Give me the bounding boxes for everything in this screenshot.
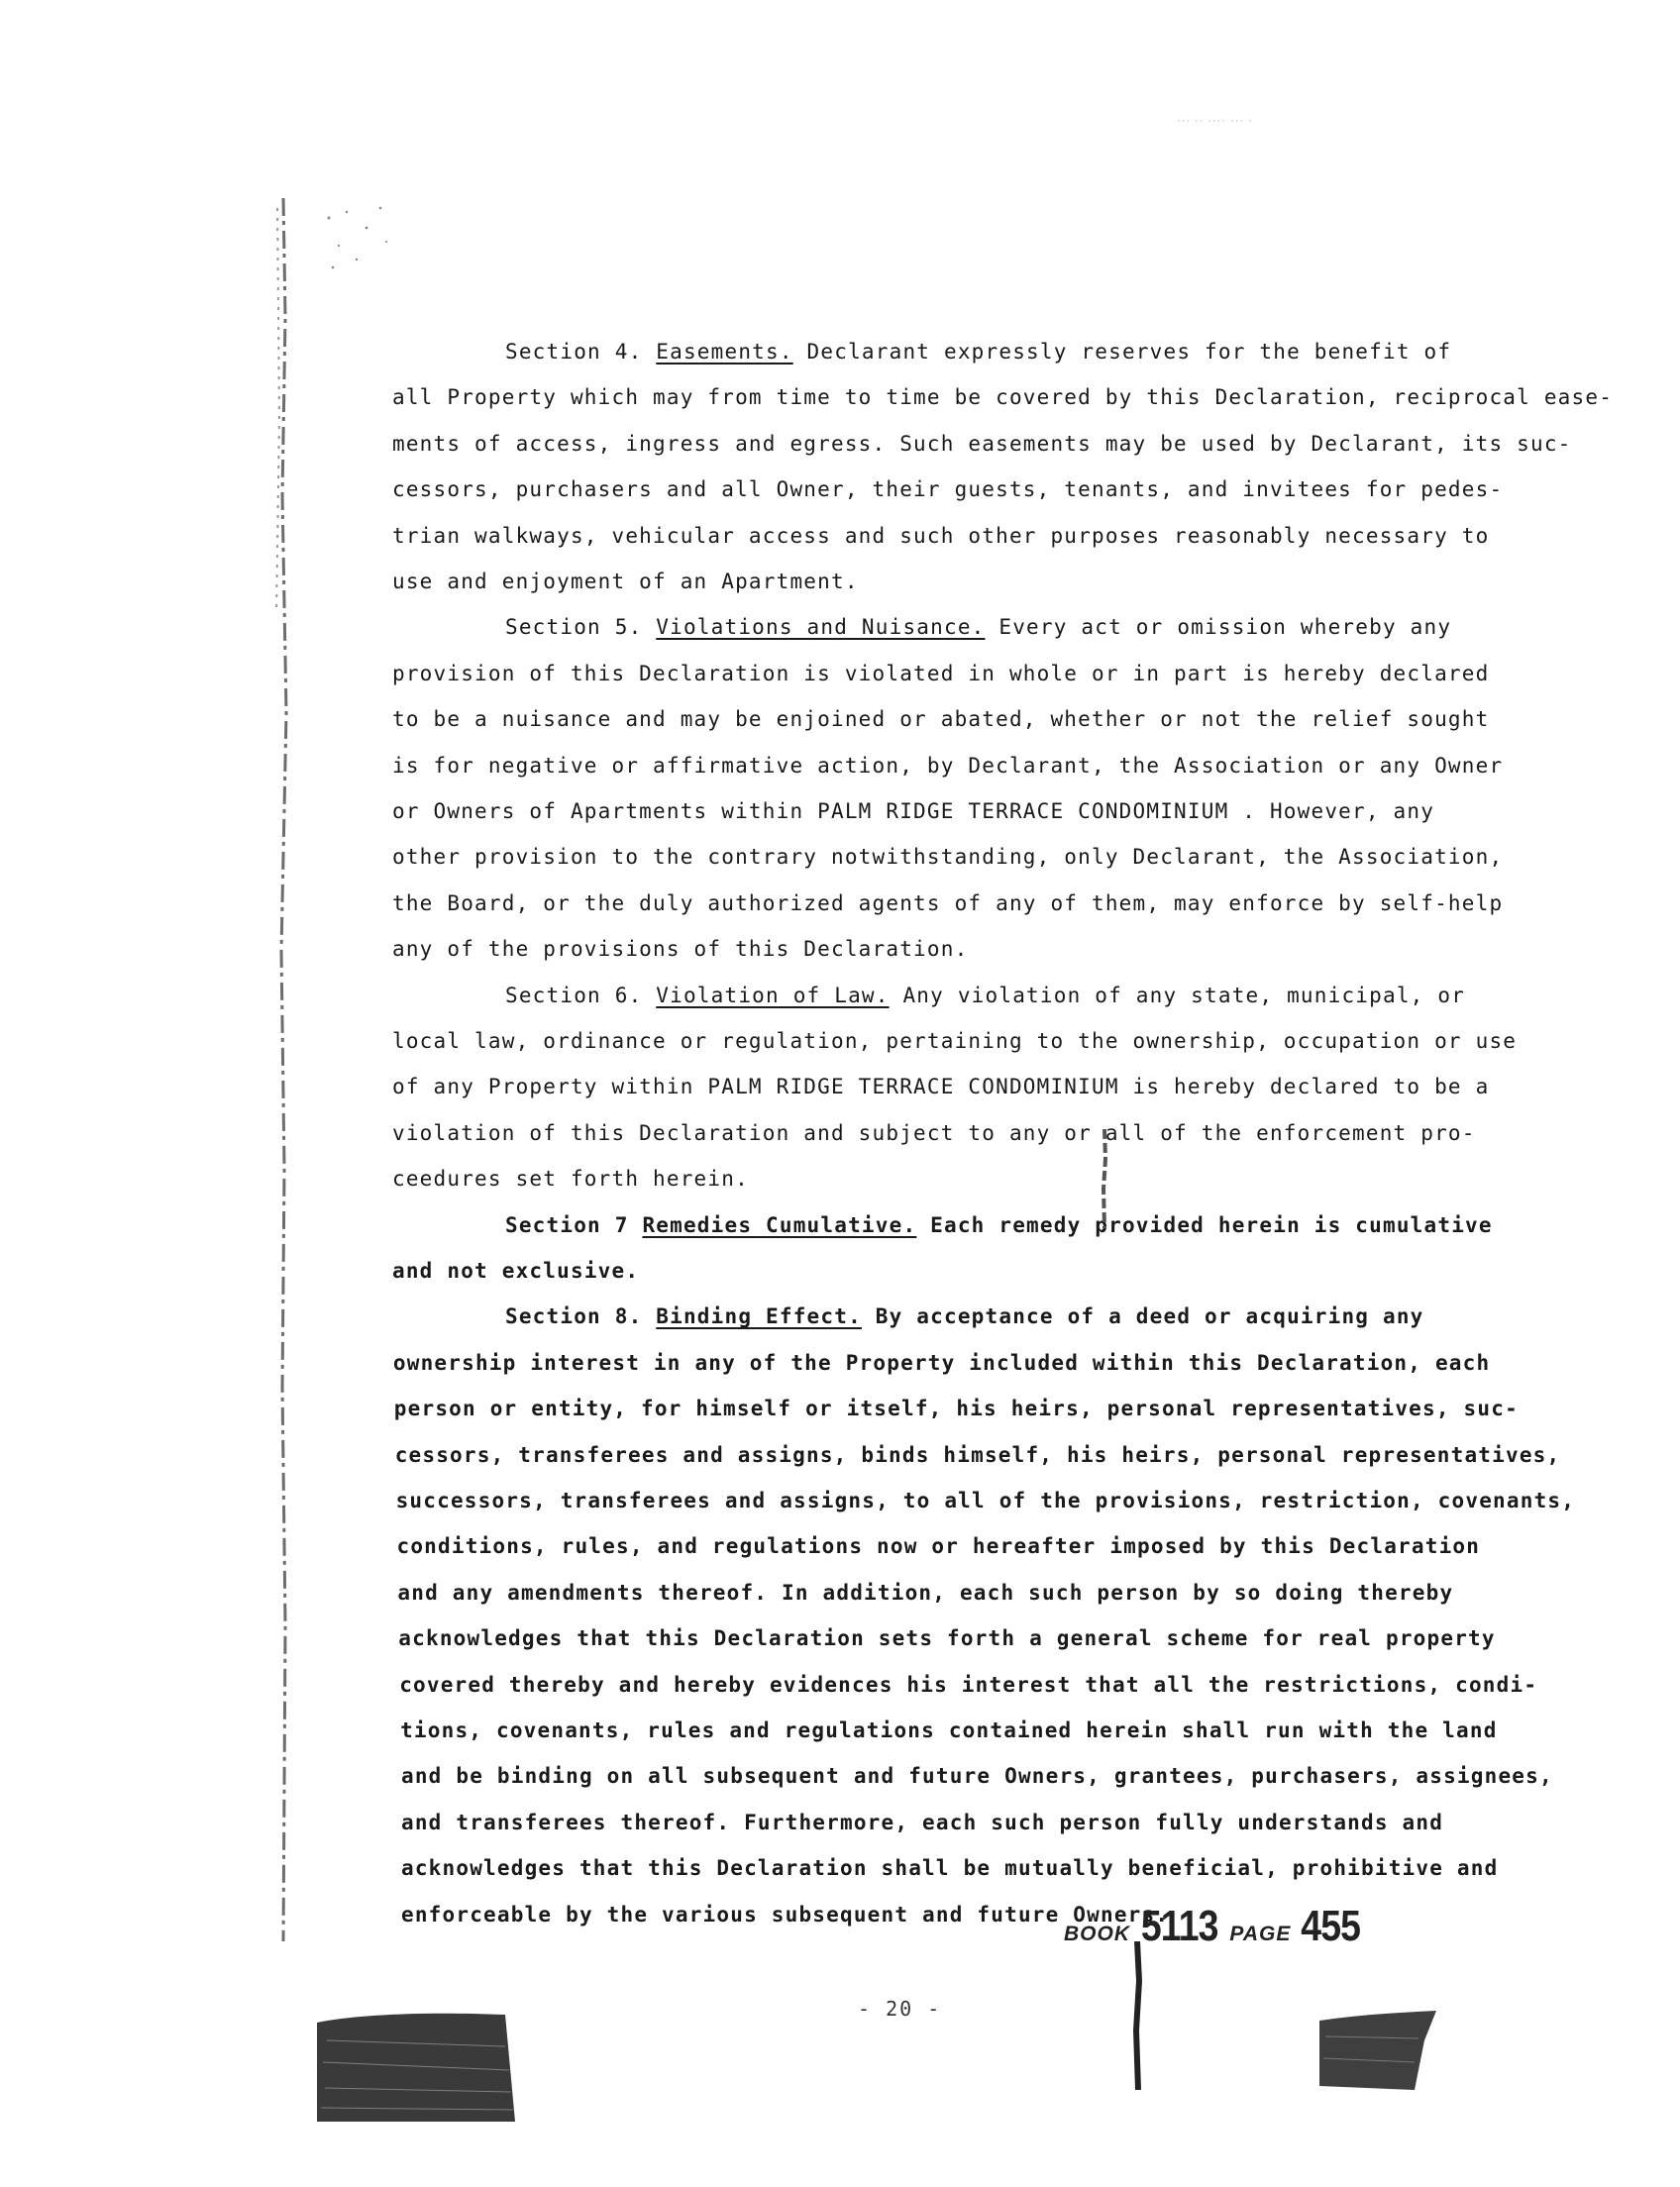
text-segment: and any amendments thereof. In addition, each such person by so doing thereby xyxy=(397,1580,1454,1605)
section-heading-line xyxy=(505,1212,1493,1238)
text-segment: person or entity, for himself or itself, his heirs, personal representatives, suc- xyxy=(393,1397,1519,1421)
section-title: Violation of Law. xyxy=(656,983,890,1007)
text-line xyxy=(401,1763,1553,1789)
text-line xyxy=(392,890,1503,916)
text-segment: ownership interest in any of the Property included within this Declaration, each xyxy=(392,1350,1491,1375)
text-segment: By acceptance of a deed or acquiring any xyxy=(861,1304,1424,1329)
text-segment: and not exclusive. xyxy=(392,1259,640,1283)
text-line xyxy=(398,1625,1495,1651)
section-title: Binding Effect. xyxy=(656,1304,862,1329)
text-segment: Section 4. xyxy=(505,340,657,364)
text-segment: acknowledges that this Declaration shall be mutually beneficial, prohibitive and xyxy=(401,1856,1499,1881)
text-segment: enforceable by the various subsequent and future Owners. xyxy=(401,1902,1170,1927)
page-number: - 20 - xyxy=(858,1997,942,2021)
text-line xyxy=(392,523,1489,549)
scan-edge-shadow xyxy=(269,198,299,1941)
section-heading-line xyxy=(505,339,1451,364)
text-segment: Section 5. xyxy=(505,615,657,640)
text-segment: Declarant expressly reserves for the benefit of xyxy=(792,340,1452,364)
text-line xyxy=(397,1533,1481,1559)
section-title: Easements. xyxy=(656,340,793,364)
text-segment: any of the provisions of this Declaration. xyxy=(392,937,969,962)
text-segment: ceedures set forth herein. xyxy=(392,1167,749,1192)
text-segment: violation of this Declaration and subject to any or all of the enforcement pro- xyxy=(392,1120,1476,1145)
text-segment: ments of access, ingress and egress. Such easements may be used by Declarant, its suc- xyxy=(392,431,1572,456)
section-title: Violations and Nuisance. xyxy=(656,615,986,640)
text-line xyxy=(392,1074,1489,1099)
text-segment: all Property which may from time to time be covered by this Declaration, reciprocal ease- xyxy=(392,385,1614,410)
section-heading-line xyxy=(505,1303,1424,1329)
header-smudge: ··· ·· ···· ··· · xyxy=(1177,115,1253,127)
ink-streak-middle xyxy=(1095,1129,1114,1228)
text-segment: trian walkways, vehicular access and such other purposes reasonably necessary to xyxy=(392,523,1490,548)
page-ref: 455 xyxy=(1301,1902,1360,1950)
text-segment: or Owners of Apartments within PALM RIDGE TERRACE CONDOMINIUM . However, any xyxy=(392,799,1435,823)
text-segment: cessors, purchasers and all Owner, their guests, tenants, and invitees for pedes- xyxy=(392,477,1504,502)
text-segment: the Board, or the duly authorized agents of any of them, may enforce by self-help xyxy=(392,890,1504,915)
section-heading-line xyxy=(505,614,1451,640)
text-segment: Each remedy provided herein is cumulative xyxy=(916,1212,1493,1237)
text-segment: successors, transferees and assigns, to all of the provisions, restriction, covenants, xyxy=(395,1489,1576,1512)
text-line xyxy=(392,431,1572,457)
text-segment: is for negative or affirmative action, by Declarant, the Association or any Owner xyxy=(392,753,1504,778)
scan-smudge-bottom-right xyxy=(1319,2011,1438,2090)
text-line xyxy=(393,1350,1490,1376)
text-line xyxy=(392,753,1503,779)
page-label: PAGE xyxy=(1229,1923,1292,1945)
text-segment: tions, covenants, rules and regulations contained herein shall run with the land xyxy=(400,1718,1498,1742)
text-line xyxy=(392,661,1489,686)
text-line xyxy=(392,936,968,962)
text-segment: provision of this Declaration is violated in whole or in part is hereby declared xyxy=(392,661,1490,685)
book-label: BOOK xyxy=(1064,1923,1130,1945)
text-segment: Any violation of any state, municipal, or xyxy=(889,983,1466,1007)
text-line xyxy=(392,844,1503,870)
section-title: Remedies Cumulative. xyxy=(642,1212,917,1237)
section-heading-line xyxy=(505,983,1465,1008)
text-segment: covered thereby and hereby evidences his interest that all the restrictions, condi- xyxy=(399,1672,1538,1697)
text-line xyxy=(392,1120,1476,1146)
text-segment: use and enjoyment of an Apartment. xyxy=(392,570,859,593)
text-line xyxy=(392,1028,1517,1054)
text-segment: Every act or omission whereby any xyxy=(985,615,1452,640)
text-line xyxy=(392,384,1613,410)
text-segment: cessors, transferees and assigns, binds himself, his heirs, personal representatives, xyxy=(394,1442,1561,1467)
text-line xyxy=(392,706,1489,732)
scan-speckle-top-left xyxy=(317,198,406,287)
text-line xyxy=(392,798,1434,824)
book-number: 5113 xyxy=(1141,1902,1219,1950)
text-segment: Section 7 xyxy=(505,1212,643,1237)
ink-streak-bottom xyxy=(1127,1941,1147,2090)
text-line xyxy=(401,1902,1169,1927)
scan-smudge-bottom-left xyxy=(317,2011,515,2122)
book-page-stamp xyxy=(1064,1902,1365,1951)
text-line xyxy=(392,476,1503,502)
text-line xyxy=(394,1396,1519,1421)
text-segment: Section 8. xyxy=(505,1304,657,1329)
text-line xyxy=(395,1442,1561,1468)
text-segment: conditions, rules, and regulations now or hereafter imposed by this Declaration xyxy=(396,1534,1481,1559)
text-segment: Section 6. xyxy=(505,983,657,1007)
text-segment: acknowledges that this Declaration sets forth a general scheme for real property xyxy=(398,1626,1496,1651)
text-line xyxy=(400,1718,1497,1743)
text-line xyxy=(399,1672,1537,1698)
text-line xyxy=(397,1580,1453,1606)
text-segment: to be a nuisance and may be enjoined or abated, whether or not the relief sought xyxy=(392,707,1490,732)
text-segment: local law, ordinance or regulation, pertaining to the ownership, occupation or use xyxy=(392,1029,1518,1053)
text-line xyxy=(392,1166,749,1192)
text-line xyxy=(401,1855,1498,1881)
text-segment: of any Property within PALM RIDGE TERRACE CONDOMINIUM is hereby declared to be a xyxy=(392,1075,1490,1099)
text-segment: and transferees thereof. Furthermore, each such person fully understands and xyxy=(401,1810,1444,1834)
text-segment: other provision to the contrary notwithstanding, only Declarant, the Association, xyxy=(392,845,1504,870)
text-segment: and be binding on all subsequent and future Owners, grantees, purchasers, assignees, xyxy=(401,1764,1553,1789)
text-line xyxy=(396,1488,1576,1513)
text-line xyxy=(392,569,859,594)
text-line xyxy=(401,1810,1443,1835)
text-line xyxy=(392,1258,639,1284)
